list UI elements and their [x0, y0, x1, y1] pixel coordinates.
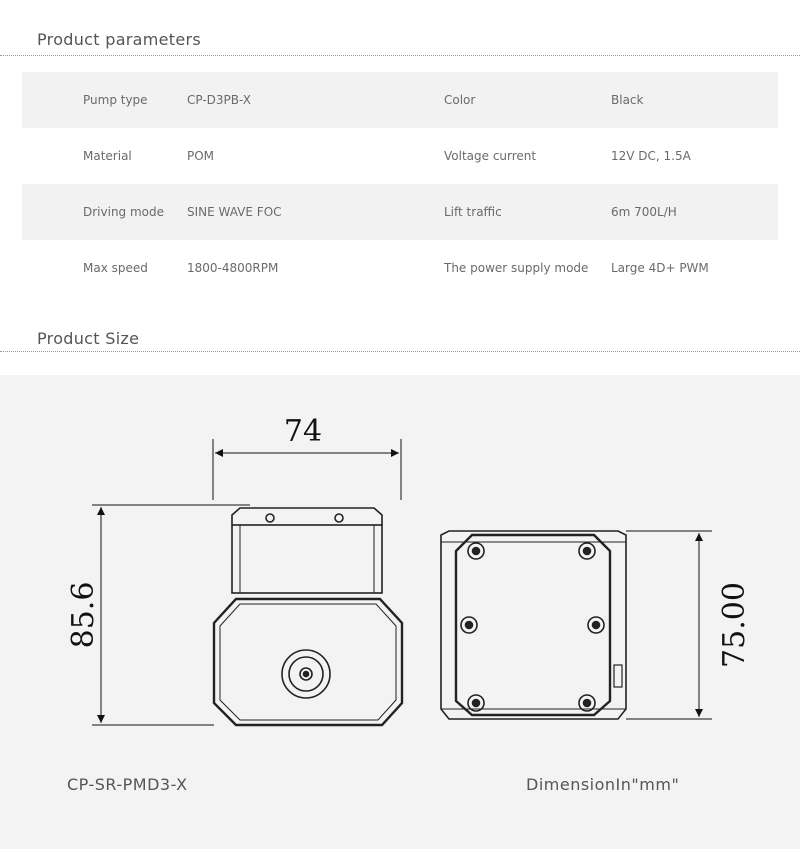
parameters-title: Product parameters [37, 30, 202, 49]
depth-dimension-label: 75.00 [717, 582, 752, 668]
param-value: Large 4D+ PWM [611, 261, 709, 275]
table-row [22, 240, 778, 296]
param-value: Black [611, 93, 644, 107]
height-dimension [92, 505, 250, 725]
param-value: SINE WAVE FOC [187, 205, 282, 219]
param-value: POM [187, 149, 215, 163]
param-value: 1800-4800RPM [187, 261, 279, 275]
side-view-drawing [441, 531, 626, 719]
size-divider [0, 351, 800, 352]
size-title: Product Size [37, 329, 140, 348]
param-label: The power supply mode [444, 261, 589, 275]
table-row [22, 128, 778, 184]
param-value: 6m 700L/H [611, 205, 677, 219]
param-label: Color [444, 93, 476, 107]
front-view-drawing [214, 508, 402, 725]
param-value: 12V DC, 1.5A [611, 149, 691, 163]
param-label: Lift traffic [444, 205, 502, 219]
param-label: Voltage current [444, 149, 537, 163]
table-row [22, 184, 778, 240]
height-dimension-label: 85.6 [66, 581, 101, 649]
parameters-divider [0, 55, 800, 56]
param-label: Max speed [83, 261, 148, 275]
unit-note: DimensionIn"mm" [526, 775, 680, 794]
dimension-drawing-panel [0, 375, 800, 849]
param-label: Pump type [83, 93, 148, 107]
model-number: CP-SR-PMD3-X [67, 775, 188, 794]
depth-dimension [626, 531, 712, 719]
param-label: Material [83, 149, 132, 163]
width-dimension-label: 74 [283, 414, 323, 449]
table-row [22, 72, 778, 128]
parameters-table [22, 72, 778, 296]
param-label: Driving mode [83, 205, 165, 219]
param-value: CP-D3PB-X [187, 93, 251, 107]
